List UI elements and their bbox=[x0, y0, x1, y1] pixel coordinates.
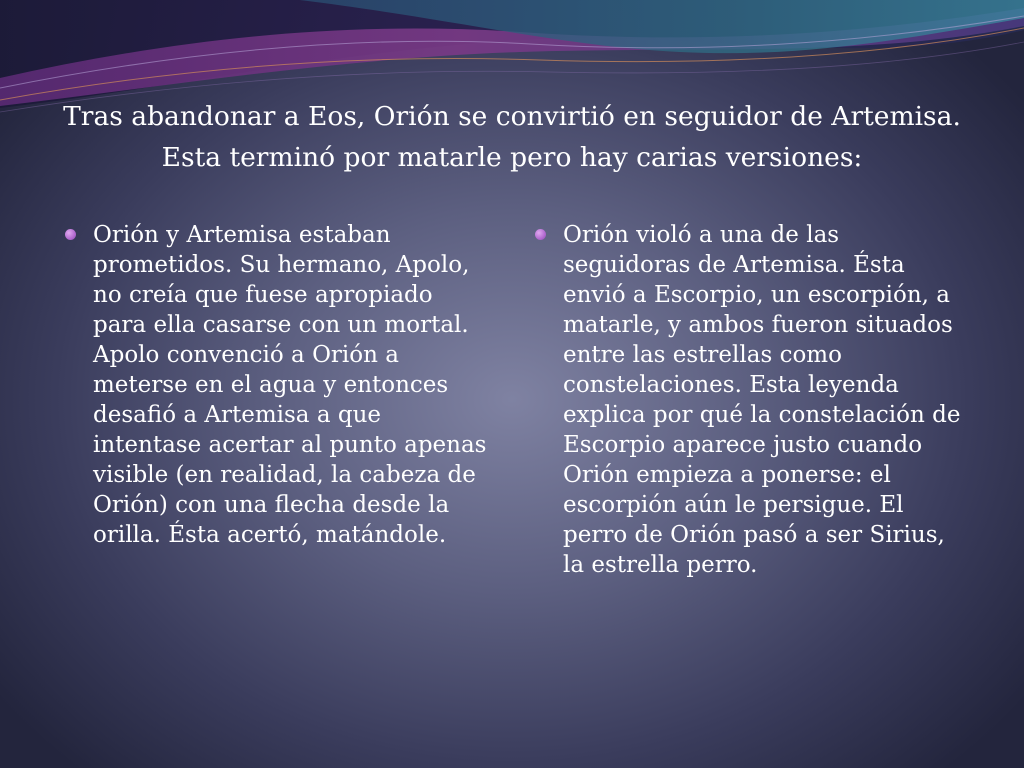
bullet-icon bbox=[65, 229, 76, 240]
left-column-list bbox=[62, 220, 492, 550]
slide-title: Tras abandonar a Eos, Orión se convirtió en seguidor de Artemisa. Esta terminó por matarle pero hay carias versiones: bbox=[63, 101, 961, 173]
right-bullet-text: Orión violó a una de las seguidoras de Artemisa. Ésta envió a Escorpio, un escorpión, a matarle, y ambos fueron situados entre las estrellas como constelaciones. Esta leyenda explica por qué la constelación de Escorpio aparece justo cuando Orión empieza a ponerse: el escorpión aún le persigue. El perro de Orión pasó a ser Sirius, la estrella perro. bbox=[563, 222, 961, 578]
bullet-icon bbox=[535, 229, 546, 240]
left-bullet-item bbox=[62, 220, 492, 550]
right-column-list bbox=[532, 220, 972, 580]
left-bullet-text: Orión y Artemisa estaban prometidos. Su hermano, Apolo, no creía que fuese apropiado para ella casarse con un mortal. Apolo convenció a Orión a meterse en el agua y entonces desafió a Artemisa a que intentase acertar al punto apenas visible (en realidad, la cabeza de Orión) con una flecha desde la orilla. Ésta acertó, matándole. bbox=[93, 222, 487, 548]
right-bullet-item bbox=[532, 220, 972, 580]
